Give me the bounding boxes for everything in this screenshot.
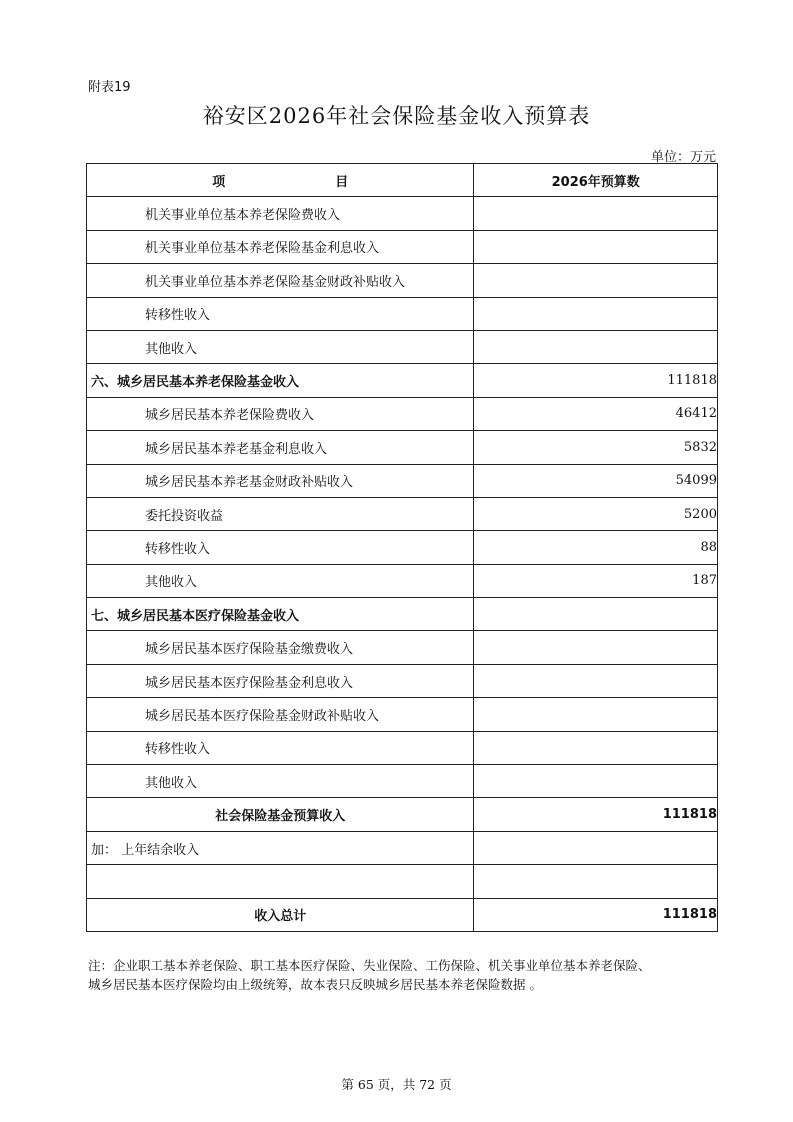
table-row <box>87 564 718 597</box>
table-row <box>87 431 718 464</box>
row-item-value <box>474 330 718 363</box>
row-item-value <box>474 731 718 764</box>
table-row <box>87 898 718 931</box>
row-item-name: 其他收入 <box>87 765 474 798</box>
page-title: 裕安区2026年社会保险基金收入预算表 <box>202 104 591 128</box>
unit-label: 单位：万元 <box>650 150 716 165</box>
row-item-value <box>474 297 718 330</box>
footnote-line-2: 城乡居民基本医疗保险均由上级统筹，故本表只反映城乡居民基本养老保险数据 。 <box>88 977 542 992</box>
row-item-name: 城乡居民基本养老保险费收入 <box>87 397 474 430</box>
table-row <box>87 865 718 898</box>
row-item-value: 5832 <box>474 431 718 464</box>
row-item-name: 机关事业单位基本养老保险基金利息收入 <box>87 230 474 263</box>
table-row <box>87 230 718 263</box>
table-row <box>87 330 718 363</box>
table-body <box>87 197 718 932</box>
table-row <box>87 197 718 230</box>
row-item-name: 城乡居民基本医疗保险基金缴费收入 <box>87 631 474 664</box>
table-row <box>87 765 718 798</box>
row-item-value <box>474 831 718 864</box>
table-row <box>87 297 718 330</box>
row-item-value: 111818 <box>474 364 718 397</box>
table-row <box>87 397 718 430</box>
row-item-name: 机关事业单位基本养老保险基金财政补贴收入 <box>87 264 474 297</box>
table-row <box>87 264 718 297</box>
table-row <box>87 531 718 564</box>
row-item-value: 46412 <box>474 397 718 430</box>
row-item-name: 六、城乡居民基本养老保险基金收入 <box>87 364 474 397</box>
row-item-value <box>474 264 718 297</box>
row-item-name: 社会保险基金预算收入 <box>87 798 474 831</box>
footnote-line-1: 注：企业职工基本养老保险、职工基本医疗保险、失业保险、工伤保险、机关事业单位基本养老保险、 <box>88 958 651 973</box>
table-row <box>87 364 718 397</box>
header-item-part1: 项 <box>212 174 226 190</box>
attachment-label: 附表19 <box>88 80 131 95</box>
row-item-value: 187 <box>474 564 718 597</box>
table-header-row <box>87 164 718 197</box>
table-row <box>87 598 718 631</box>
row-item-name: 其他收入 <box>87 330 474 363</box>
row-item-name: 城乡居民基本养老基金财政补贴收入 <box>87 464 474 497</box>
row-item-name: 机关事业单位基本养老保险费收入 <box>87 197 474 230</box>
row-item-name: 其他收入 <box>87 564 474 597</box>
row-item-value <box>474 698 718 731</box>
row-item-name: 七、城乡居民基本医疗保险基金收入 <box>87 598 474 631</box>
row-item-name: 转移性收入 <box>87 731 474 764</box>
table-row <box>87 798 718 831</box>
row-item-value <box>474 765 718 798</box>
header-item <box>87 164 474 197</box>
row-item-name: 收入总计 <box>87 898 474 931</box>
row-item-value: 111818 <box>474 898 718 931</box>
budget-table <box>86 163 718 932</box>
table-row <box>87 698 718 731</box>
row-item-name: 加： 上年结余收入 <box>87 831 474 864</box>
row-item-value <box>474 631 718 664</box>
row-item-name: 转移性收入 <box>87 531 474 564</box>
table-row <box>87 831 718 864</box>
footnote <box>88 956 728 994</box>
table-row <box>87 631 718 664</box>
row-item-name: 委托投资收益 <box>87 497 474 530</box>
row-item-value: 5200 <box>474 497 718 530</box>
header-item-part2: 目 <box>335 174 349 190</box>
table-row <box>87 731 718 764</box>
row-item-name: 城乡居民基本医疗保险基金利息收入 <box>87 664 474 697</box>
table-row <box>87 497 718 530</box>
row-item-value <box>474 230 718 263</box>
header-value: 2026年预算数 <box>474 164 718 197</box>
row-item-value: 111818 <box>474 798 718 831</box>
row-item-value <box>474 197 718 230</box>
row-item-name: 城乡居民基本养老基金利息收入 <box>87 431 474 464</box>
row-item-name <box>87 865 474 898</box>
table-row <box>87 664 718 697</box>
row-item-value: 88 <box>474 531 718 564</box>
row-item-value <box>474 865 718 898</box>
row-item-value <box>474 598 718 631</box>
row-item-name: 城乡居民基本医疗保险基金财政补贴收入 <box>87 698 474 731</box>
row-item-name: 转移性收入 <box>87 297 474 330</box>
table-row <box>87 464 718 497</box>
row-item-value <box>474 664 718 697</box>
page-number: 第 65 页，共 72 页 <box>341 1077 452 1092</box>
row-item-value: 54099 <box>474 464 718 497</box>
